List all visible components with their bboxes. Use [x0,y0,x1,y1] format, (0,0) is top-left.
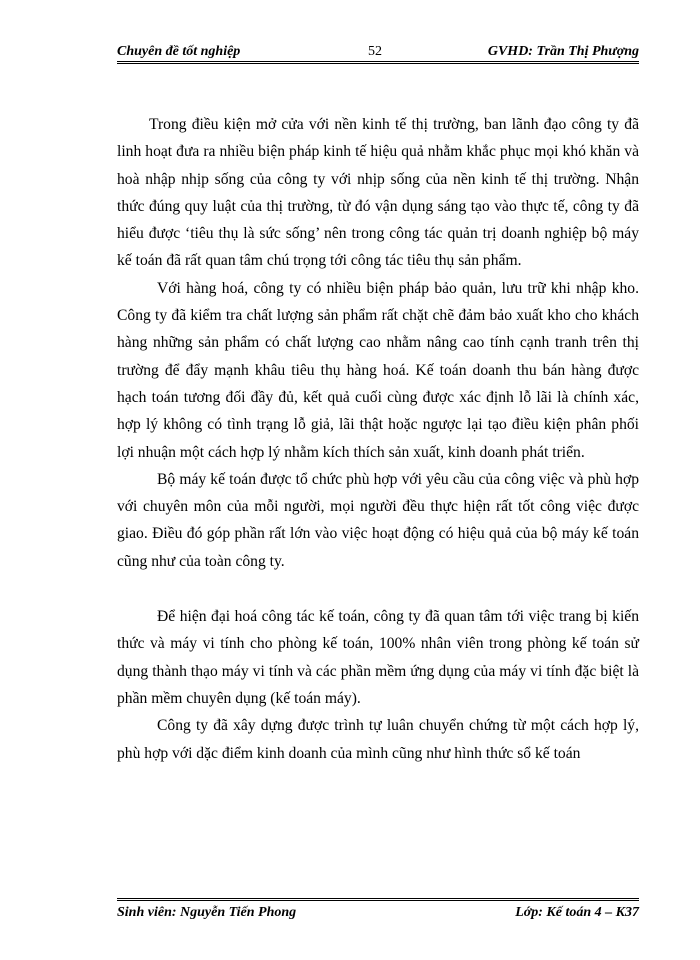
document-body [117,111,639,767]
header-rule [117,61,639,64]
header-title: Chuyên đề tốt nghiệp [117,44,241,59]
page-footer [117,905,639,925]
footer-rule [117,898,639,901]
paragraph: Với hàng hoá, công ty có nhiều biện pháp bảo quản, lưu trữ khi nhập kho. Công ty đã kiểm tra chất lượng sản phẩm rất chặt chẽ đảm bảo xuất kho cho khách hàng những sản phẩm có chất lượng cao nhằm nâng cao tính cạnh tranh trên thị trường để đẩy mạnh khâu tiêu thụ hàng hoá. Kế toán doanh thu bán hàng được hạch toán tương đối đầy đủ, kết quả cuối cùng được xác định lỗ lãi là chính xác, hợp lý không có tình trạng lỗ giả, lãi thật hoặc ngược lại tạo điều kiện phân phối lợi nhuận một cách hợp lý nhằm kích thích sản xuất, kinh doanh phát triển. [117,279,639,461]
footer-class: Lớp: Kế toán 4 – K37 [515,905,639,920]
paragraph: Trong điều kiện mở cửa với nền kinh tế thị trường, ban lãnh đạo công ty đã linh hoạt đưa ra nhiều biện pháp kinh tế hiệu quả nhằm khắc phục mọi khó khăn và hoà nhập nhịp sống của công ty với nhịp sống của nền kinh tế thị trường. Nhận thức đúng quy luật của thị trường, từ đó vận dụng sáng tạo vào thực tế, công ty đã hiểu được ‘tiêu thụ là sức sống’ nên trong công tác quản trị doanh nghiệp bộ máy kế toán đã rất quan tâm chú trọng tới công tác tiêu thụ sản phẩm. [117,116,639,270]
paragraph: Bộ máy kế toán được tổ chức phù hợp với yêu cầu của công việc và phù hợp với chuyên môn của mỗi người, mọi người đều thực hiện rất tốt công việc được giao. Điều đó góp phần rất lớn vào việc hoạt động có hiệu quả của bộ máy kế toán cũng như của toàn công ty. [117,470,639,570]
paragraph: Công ty đã xây dựng được trình tự luân chuyển chứng từ một cách hợp lý, phù hợp với dặc điểm kinh doanh của mình cũng như hình thức sổ kế toán [117,717,639,762]
paragraph: Để hiện đại hoá công tác kế toán, công ty đã quan tâm tới việc trang bị kiến thức và máy vi tính cho phòng kế toán, 100% nhân viên trong phòng kế toán sử dụng thành thạo máy vi tính và các phần mềm ứng dụng của máy vi tính đặc biệt là phần mềm chuyên dụng (kế toán máy). [117,608,639,707]
page-header [117,40,639,60]
header-supervisor: GVHD: Trần Thị Phượng [487,44,639,59]
page-number: 52 [368,44,382,59]
footer-student: Sinh viên: Nguyễn Tiến Phong [117,905,297,920]
